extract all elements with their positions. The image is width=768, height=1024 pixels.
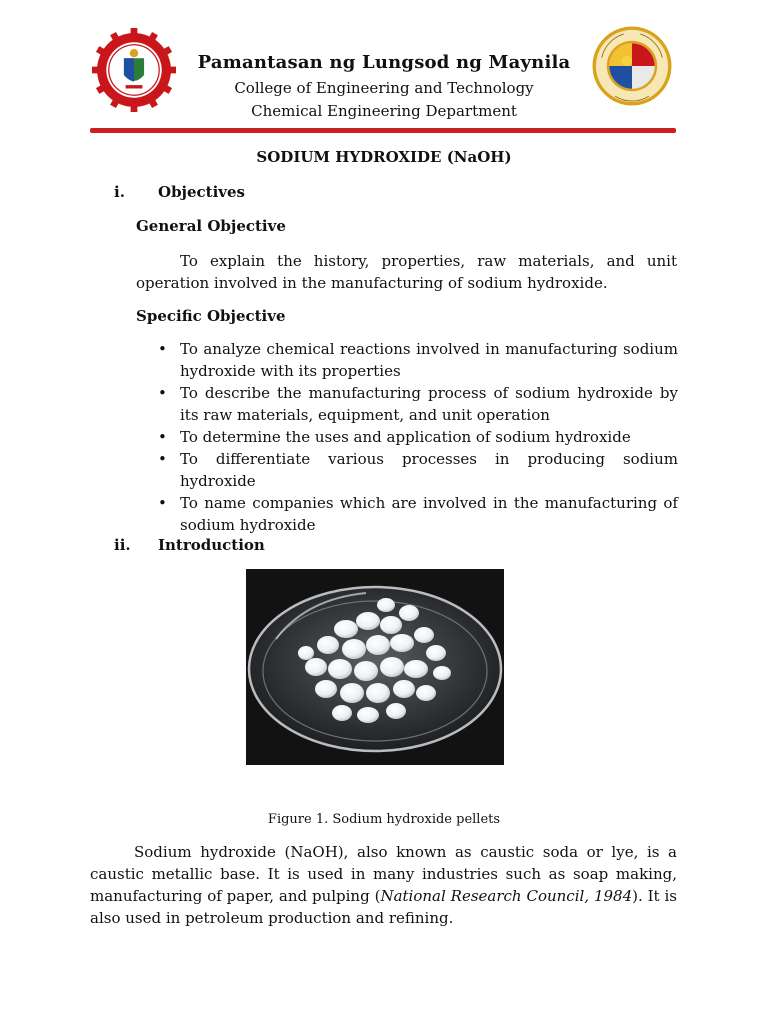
list-item: • To differentiate various processes in producing sodium hydroxide (158, 450, 678, 490)
document-title: SODIUM HYDROXIDE (NaOH) (256, 148, 512, 166)
list-item: • To determine the uses and application of sodium hydroxide (158, 428, 631, 446)
list-item: • To name companies which are involved in the manufacturing of sodium hydroxide (158, 494, 678, 534)
general-objective-text: To explain the history, properties, raw materials, and unit operation involved in the manufacturing of sodium hydroxide. (136, 252, 677, 292)
department-name: Chemical Engineering Department (251, 102, 517, 120)
list-item: • To analyze chemical reactions involved in manufacturing sodium hydroxide with its properties (158, 340, 678, 380)
section-heading-objectives: Objectives (158, 183, 245, 201)
figure-caption: Figure 1. Sodium hydroxide pellets (267, 812, 501, 827)
specific-objective-heading: Specific Objective (136, 307, 286, 325)
specific-objective-list (158, 338, 678, 536)
general-objective-heading: General Objective (136, 217, 286, 235)
citation: National Research Council, 1984 (380, 887, 633, 905)
introduction-paragraph: Sodium hydroxide (NaOH), also known as caustic soda or lye, is a caustic metallic base. It is used in many industries such as soap making, manufacturing of paper, and pulping (National Research Council, 1984). It is also used in petroleum production and refining. (90, 843, 677, 927)
section-number: ii. (114, 536, 131, 554)
list-item: • To describe the manufacturing process of sodium hydroxide by its raw materials, equipment, and unit operation (158, 384, 678, 424)
university-name: Pamantasan ng Lungsod ng Maynila (197, 52, 571, 73)
figure-image (246, 569, 504, 765)
college-name: College of Engineering and Technology (234, 79, 534, 97)
header-divider (90, 128, 676, 133)
section-heading-introduction: Introduction (158, 536, 265, 554)
section-number: i. (114, 183, 125, 201)
